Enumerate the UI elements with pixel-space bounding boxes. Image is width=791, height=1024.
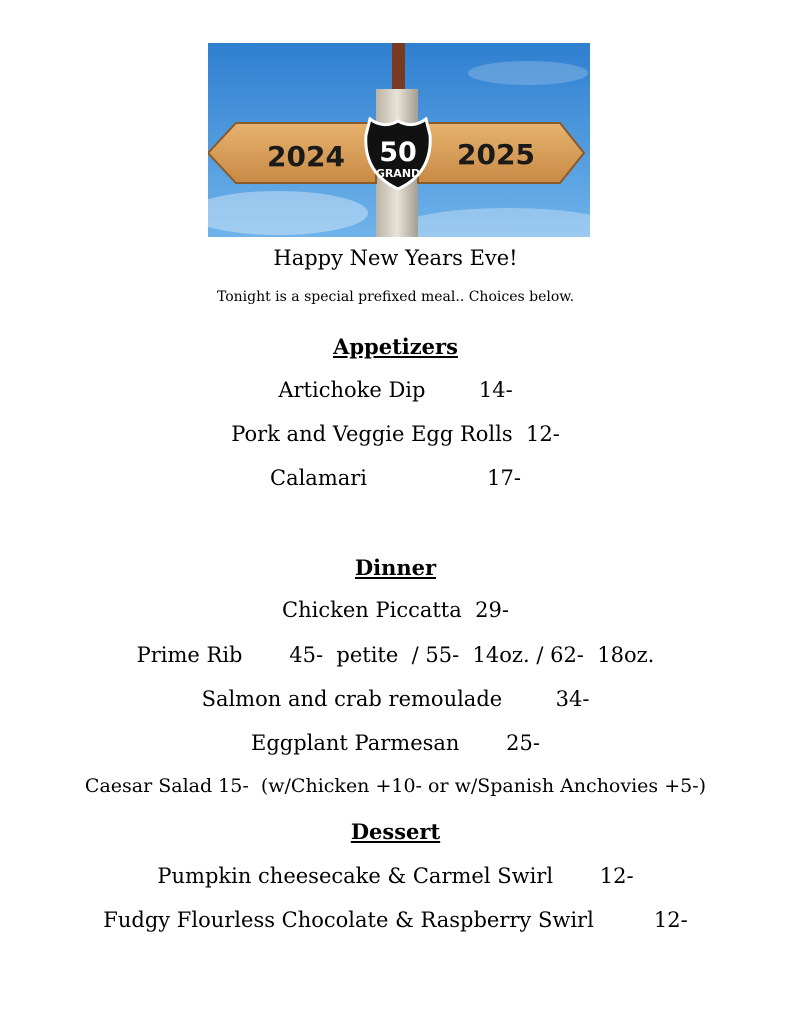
menu-item: Fudgy Flourless Chocolate & Raspberry Swirl 12- <box>103 908 688 932</box>
menu-item: Salmon and crab remoulade 34- <box>201 687 590 711</box>
menu-item: Chicken Piccatta 29- <box>282 598 509 622</box>
menu-item: Artichoke Dip 14- <box>278 378 513 402</box>
menu-item: Calamari 17- <box>270 466 521 490</box>
menu-item: Pork and Veggie Egg Rolls 12- <box>231 422 560 446</box>
menu-item: Pumpkin cheesecake & Carmel Swirl 12- <box>157 864 634 888</box>
menu-item: Prime Rib 45- petite / 55- 14oz. / 62- 18oz. <box>136 643 655 667</box>
section-heading-dinner: Dinner <box>354 555 437 580</box>
sign-year-left: 2024 <box>267 140 345 173</box>
shield-word: GRAND <box>375 167 421 180</box>
section-heading-appetizers: Appetizers <box>333 334 458 359</box>
cloud <box>468 61 588 85</box>
sign-year-right: 2025 <box>457 138 535 171</box>
hero-image <box>208 43 590 237</box>
menu-item: Eggplant Parmesan 25- <box>251 731 540 755</box>
shield-number: 50 <box>379 137 417 168</box>
section-heading-dessert: Dessert <box>350 819 441 844</box>
subnote: Tonight is a special prefixed meal.. Choices below. <box>216 289 575 305</box>
greeting: Happy New Years Eve! <box>273 246 518 270</box>
menu-item: Caesar Salad 15- (w/Chicken +10- or w/Spanish Anchovies +5-) <box>84 775 707 797</box>
